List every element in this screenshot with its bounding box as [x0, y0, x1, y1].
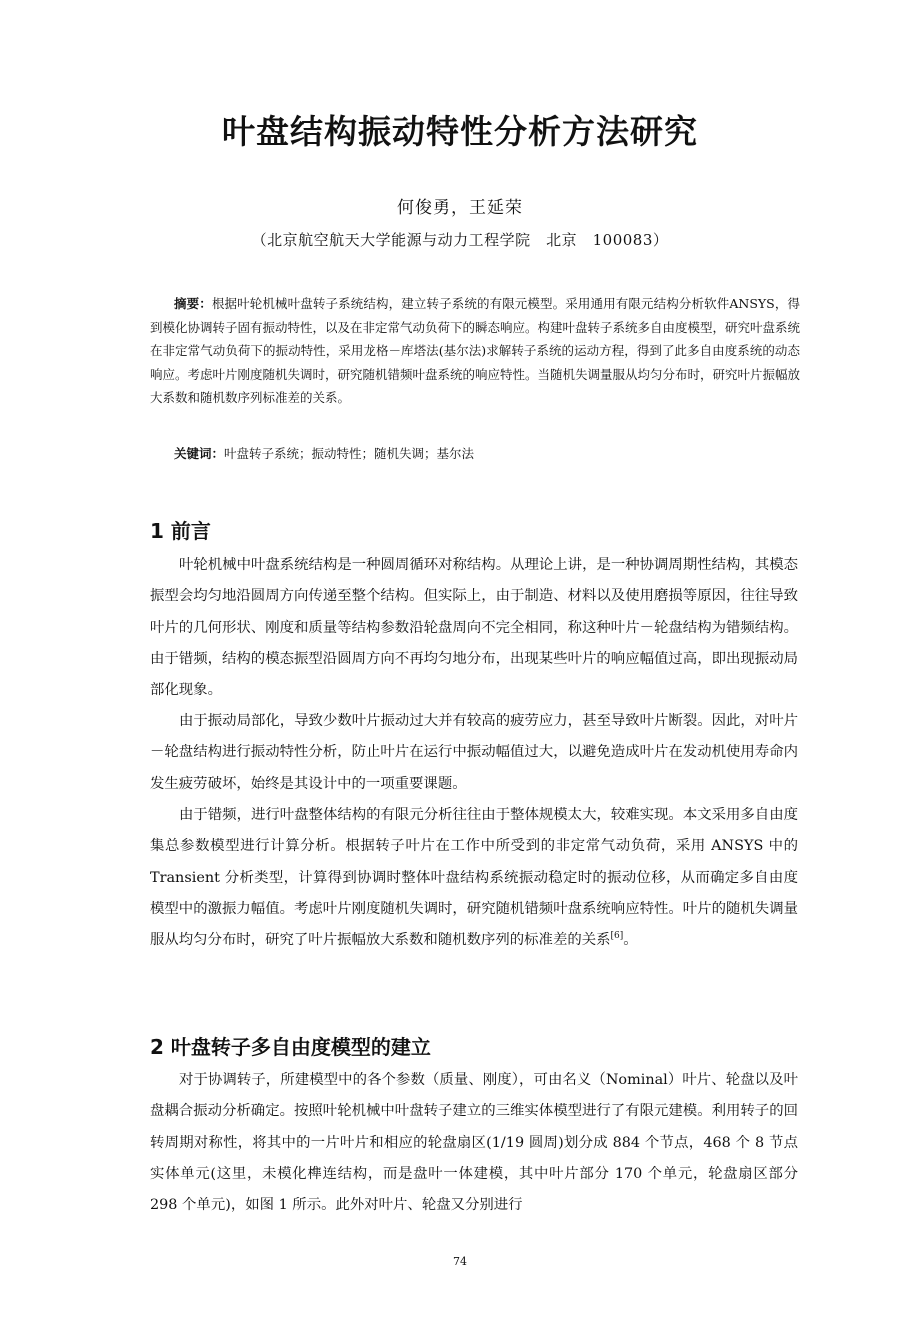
authors: 何俊勇，王延荣	[397, 198, 523, 218]
affiliation: （北京航空航天大学能源与动力工程学院 北京 100083）	[251, 231, 669, 249]
citation: [6]	[610, 931, 624, 942]
section-1-paragraph	[150, 800, 798, 956]
keywords	[150, 442, 800, 466]
section-1-paragraph: 由于振动局部化，导致少数叶片振动过大并有较高的疲劳应力，甚至导致叶片断裂。因此，对叶片－轮盘结构进行振动特性分析，防止叶片在运行中振动幅值过大，以避免造成叶片在发动机使用寿命内发生疲劳破坏，始终是其设计中的一项重要课题。	[150, 713, 798, 792]
abstract-text: 根据叶轮机械叶盘转子系统结构，建立转子系统的有限元模型。采用通用有限元结构分析软件ANSYS，得到模化协调转子固有振动特性，以及在非定常气动负荷下的瞬态响应。构建叶盘转子系统多自由度模型，研究叶盘系统在非定常气动负荷下的振动特性，采用龙格－库塔法(基尔法)求解转子系统的运动方程，得到了此多自由度系统的动态响应。考虑叶片刚度随机失调时，研究随机错频叶盘系统的响应特性。当随机失调量服从均匀分布时，研究叶片振幅放大系数和随机数序列标准差的关系。	[150, 296, 801, 405]
abstract	[150, 292, 800, 410]
keywords-label: 关键词：	[174, 446, 225, 461]
section-2-heading: 2 叶盘转子多自由度模型的建立	[150, 1035, 431, 1059]
keywords-text: 叶盘转子系统；振动特性；随机失调；基尔法	[224, 446, 475, 461]
citation-tail: 。	[623, 932, 638, 949]
paper-title: 叶盘结构振动特性分析方法研究	[222, 112, 698, 151]
section-1-paragraph-text: 由于错频，进行叶盘整体结构的有限元分析往往由于整体规模太大，较难实现。本文采用多自由度集总参数模型进行计算分析。根据转子叶片在工作中所受到的非定常气动负荷，采用 ANSYS 中的 Transient 分析类型，计算得到协调时整体叶盘结构系统振动稳定时的振动位移，从而确定多自由度模型中的激振力幅值。考虑叶片刚度随机失调时，研究随机错频叶盘系统响应特性。叶片的随机失调量服从均匀分布时，研究了叶片振幅放大系数和随机数序列的标准差的关系	[150, 807, 798, 949]
page-number: 74	[453, 1255, 467, 1268]
section-2-paragraph: 对于协调转子，所建模型中的各个参数（质量、刚度），可由名义（Nominal）叶片、轮盘以及叶盘耦合振动分析确定。按照叶轮机械中叶盘转子建立的三维实体模型进行了有限元建模。利用转子的回转周期对称性，将其中的一片叶片和相应的轮盘扇区(1/19 圆周)划分成 884 个节点，468 个 8 节点实体单元(这里，未模化榫连结构，而是盘叶一体建模，其中叶片部分 170 个单元，轮盘扇区部分 298 个单元)，如图 1 所示。此外对叶片、轮盘又分别进行	[150, 1072, 798, 1214]
section-1-heading: 1 前言	[150, 519, 211, 543]
section-1-paragraph: 叶轮机械中叶盘系统结构是一种圆周循环对称结构。从理论上讲，是一种协调周期性结构，其模态振型会均匀地沿圆周方向传递至整个结构。但实际上，由于制造、材料以及使用磨损等原因，往往导致叶片的几何形状、刚度和质量等结构参数沿轮盘周向不完全相同，称这种叶片－轮盘结构为错频结构。由于错频，结构的模态振型沿圆周方向不再均匀地分布，出现某些叶片的响应幅值过高，即出现振动局部化现象。	[150, 557, 798, 699]
abstract-label: 摘要：	[174, 296, 212, 311]
